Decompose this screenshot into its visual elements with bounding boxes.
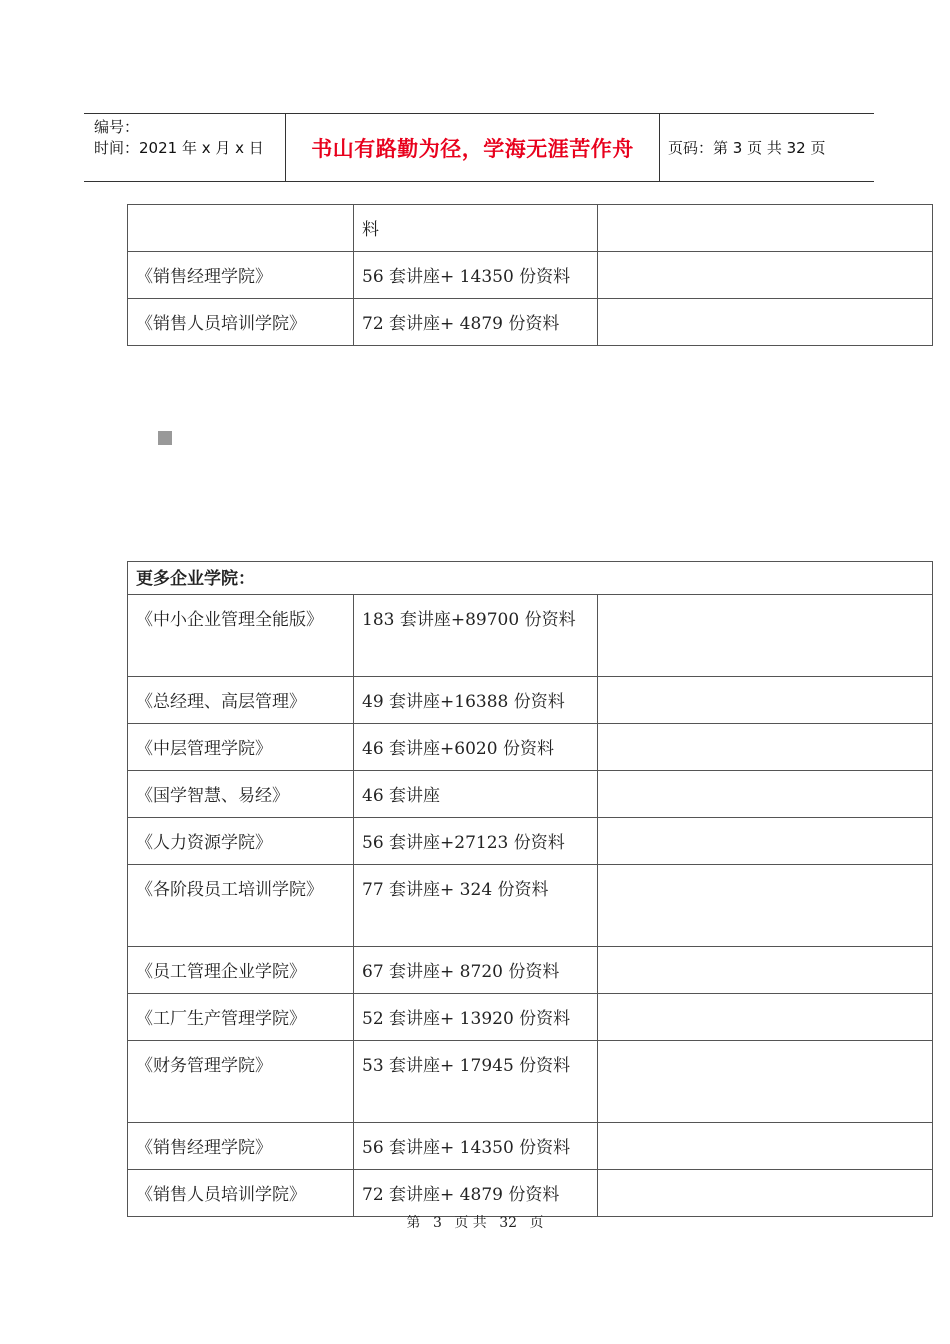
course-name-cell: 《中层管理学院》 xyxy=(128,724,354,771)
table-row xyxy=(128,818,933,865)
table-row xyxy=(128,205,933,252)
course-extra-cell xyxy=(598,818,933,865)
course-desc-cell: 56 套讲座+ 14350 份资料 xyxy=(354,252,598,299)
header-page-label: 页码：第 3 页 共 32 页 xyxy=(668,139,826,157)
course-name-cell xyxy=(128,205,354,252)
course-extra-cell xyxy=(598,947,933,994)
table-title: 更多企业学院： xyxy=(128,562,933,595)
footer-page-mid: 页 共 xyxy=(454,1215,487,1231)
table-row xyxy=(128,865,933,947)
course-desc-cell: 77 套讲座+ 324 份资料 xyxy=(354,865,598,947)
course-desc-cell: 49 套讲座+16388 份资料 xyxy=(354,677,598,724)
course-name-cell: 《总经理、高层管理》 xyxy=(128,677,354,724)
course-desc-cell: 183 套讲座+89700 份资料 xyxy=(354,595,598,677)
header-divider xyxy=(659,114,660,181)
course-desc-cell: 72 套讲座+ 4879 份资料 xyxy=(354,299,598,346)
table-row xyxy=(128,771,933,818)
course-extra-cell xyxy=(598,771,933,818)
course-name-cell: 《人力资源学院》 xyxy=(128,818,354,865)
footer-page-number: 3 xyxy=(432,1215,442,1231)
course-name-cell: 《销售经理学院》 xyxy=(128,1123,354,1170)
table-row xyxy=(128,1041,933,1123)
table-row xyxy=(128,595,933,677)
header-meta xyxy=(94,117,264,159)
header-motto: 书山有路勤为径，学海无涯苦作舟 xyxy=(311,136,634,161)
table-row xyxy=(128,947,933,994)
course-name-cell: 《中小企业管理全能版》 xyxy=(128,595,354,677)
course-desc-cell: 53 套讲座+ 17945 份资料 xyxy=(354,1041,598,1123)
course-extra-cell xyxy=(598,865,933,947)
course-extra-cell xyxy=(598,1123,933,1170)
course-desc-cell: 56 套讲座+ 14350 份资料 xyxy=(354,1123,598,1170)
page-footer xyxy=(0,1212,950,1232)
course-name-cell: 《国学智慧、易经》 xyxy=(128,771,354,818)
course-desc-cell: 56 套讲座+27123 份资料 xyxy=(354,818,598,865)
document-time-label: 时间：2021 年 x 月 x 日 xyxy=(94,139,264,157)
table-title-row xyxy=(128,562,933,595)
course-extra-cell xyxy=(598,1170,933,1217)
course-extra-cell xyxy=(598,205,933,252)
footer-page-prefix: 第 xyxy=(406,1215,421,1231)
table-row xyxy=(128,1123,933,1170)
course-extra-cell xyxy=(598,1041,933,1123)
course-extra-cell xyxy=(598,994,933,1041)
course-name-cell: 《销售经理学院》 xyxy=(128,252,354,299)
page-header xyxy=(84,113,874,182)
course-desc-cell: 46 套讲座 xyxy=(354,771,598,818)
footer-page-suffix: 页 xyxy=(529,1215,544,1231)
table-row xyxy=(128,677,933,724)
course-name-cell: 《销售人员培训学院》 xyxy=(128,1170,354,1217)
course-desc-cell: 46 套讲座+6020 份资料 xyxy=(354,724,598,771)
table-row xyxy=(128,252,933,299)
table-row xyxy=(128,1170,933,1217)
course-table-continued xyxy=(127,204,933,346)
course-desc-cell: 52 套讲座+ 13920 份资料 xyxy=(354,994,598,1041)
course-extra-cell xyxy=(598,724,933,771)
course-desc-cell: 67 套讲座+ 8720 份资料 xyxy=(354,947,598,994)
course-name-cell: 《工厂生产管理学院》 xyxy=(128,994,354,1041)
course-name-cell: 《各阶段员工培训学院》 xyxy=(128,865,354,947)
course-extra-cell xyxy=(598,299,933,346)
table-row xyxy=(128,724,933,771)
footer-page-total: 32 xyxy=(499,1215,518,1231)
table-row xyxy=(128,994,933,1041)
course-extra-cell xyxy=(598,677,933,724)
square-bullet-icon xyxy=(158,431,172,445)
course-extra-cell xyxy=(598,595,933,677)
more-academies-table xyxy=(127,561,933,1217)
course-name-cell: 《销售人员培训学院》 xyxy=(128,299,354,346)
course-extra-cell xyxy=(598,252,933,299)
course-desc-cell: 72 套讲座+ 4879 份资料 xyxy=(354,1170,598,1217)
course-name-cell: 《财务管理学院》 xyxy=(128,1041,354,1123)
document-number-label: 编号： xyxy=(94,118,140,136)
course-name-cell: 《员工管理企业学院》 xyxy=(128,947,354,994)
table-row xyxy=(128,299,933,346)
course-desc-cell: 料 xyxy=(354,205,598,252)
